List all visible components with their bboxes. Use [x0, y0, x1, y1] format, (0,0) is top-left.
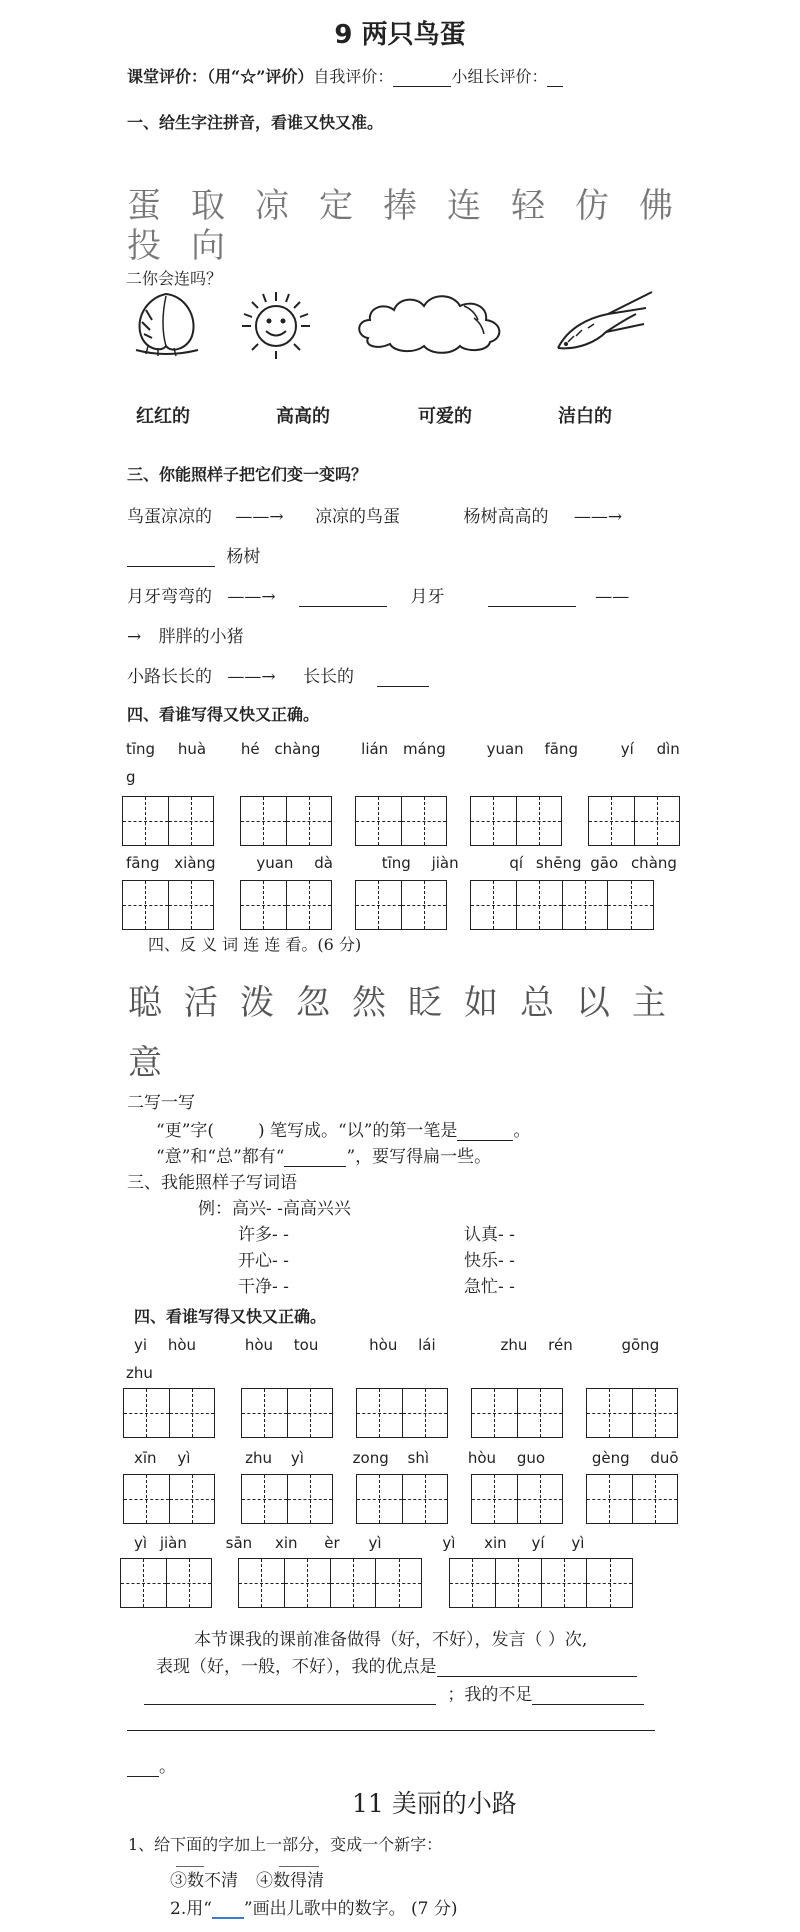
self-eval-blank[interactable] — [393, 68, 451, 87]
writing-grid[interactable] — [122, 880, 214, 930]
writing-grid[interactable] — [586, 1388, 678, 1438]
writing-grid[interactable] — [470, 880, 654, 930]
writing-grid[interactable] — [123, 1474, 215, 1524]
section5-chars-row1: 聪 活 泼 忽 然 眨 如 总 以 主 — [128, 983, 666, 1023]
answer-blank[interactable] — [284, 1148, 346, 1167]
section6-heading: 二写一写 — [127, 1093, 195, 1113]
section2-heading: 二你会连吗？ — [126, 269, 223, 288]
page-title: 9 两只鸟蛋 — [334, 20, 466, 50]
lesson11-title: 11 美丽的小路 — [352, 1789, 517, 1818]
group-eval-label: 小组长评价： — [451, 67, 548, 86]
section7-heading: 三、我能照样子写词语 — [127, 1173, 297, 1193]
word-left-3: 干净- - — [238, 1277, 289, 1297]
peach-icon — [128, 286, 204, 358]
group-eval-blank[interactable] — [547, 68, 563, 87]
word-left-1: 许多- - — [238, 1225, 289, 1245]
answer-blank[interactable] — [212, 1899, 244, 1919]
writing-grid[interactable] — [241, 1474, 333, 1524]
writing-grid[interactable] — [470, 796, 562, 846]
writing-grid[interactable] — [238, 1558, 422, 1608]
writing-grid[interactable] — [588, 796, 680, 846]
cloud-icon — [354, 290, 514, 358]
section1-chars-row2: 投 向 — [127, 226, 225, 266]
section8-heading: 四、看谁写得又快又正确。 — [134, 1307, 327, 1326]
answer-blank[interactable] — [144, 1686, 436, 1705]
reflection-line-1: 本节课我的课前准备做得（好，不好），发言（ ）次, — [194, 1630, 588, 1650]
picture-label-3: 可爱的 — [418, 406, 472, 427]
reflection-blank-line[interactable] — [127, 1730, 655, 1731]
answer-blank[interactable] — [377, 668, 429, 687]
picture-label-4: 洁白的 — [558, 406, 612, 427]
writing-grid[interactable] — [356, 1474, 448, 1524]
writing-grid[interactable] — [471, 1388, 563, 1438]
picture-label-1: 红红的 — [136, 406, 190, 427]
pinyin-row-5: yì jiàn sān xin èr yì yì xin yí yì — [134, 1534, 585, 1552]
transform-row-3: 月牙弯弯的 ——→ 月牙 —— — [127, 587, 630, 607]
writing-grid[interactable] — [241, 1388, 333, 1438]
section1-chars-row1: 蛋 取 凉 定 捧 连 轻 仿 佛 — [127, 186, 673, 226]
writing-grid[interactable] — [356, 1388, 448, 1438]
pinyin-row-3-wrap: zhu — [126, 1364, 153, 1382]
sun-icon — [236, 288, 316, 360]
pinyin-row-3: yi hòu hòu tou hòu lái zhu rén gōng — [134, 1336, 660, 1354]
writing-grid[interactable] — [123, 1388, 215, 1438]
answer-blank[interactable] — [532, 1686, 644, 1705]
word-left-2: 开心- - — [238, 1251, 289, 1271]
lesson11-q2: 2.用“ ”画出儿歌中的数字。 (7 分) — [170, 1899, 458, 1919]
writing-grid[interactable] — [471, 1474, 563, 1524]
writing-grid[interactable] — [449, 1558, 633, 1608]
word-right-2: 快乐- - — [464, 1251, 515, 1271]
transform-row-5: 小路长长的 ——→ 长长的 — [127, 662, 429, 687]
pinyin-row-4: xīn yì zhu yì zong shì hòu guo gèng duō — [134, 1449, 679, 1467]
lesson11-options: ③数不清 ④数得清 — [170, 1871, 324, 1891]
evaluation-label: 课堂评价：（用“☆”评价） — [127, 67, 314, 86]
section4-heading: 四、看谁写得又快又正确。 — [127, 705, 320, 724]
reflection-line-3: ；我的不足 — [144, 1680, 644, 1705]
pinyin-row-2: fāng xiàng yuan dà tīng jiàn qí shēng gāo chàng — [126, 854, 677, 872]
transform-row-4: → 胖胖的小猪 — [127, 627, 244, 647]
reflection-line-2: 表现（好，一般，不好），我的优点是 — [156, 1652, 637, 1677]
section6-line-2: “意”和“总”都有“ ”，要写得扁一些。 — [156, 1147, 492, 1167]
section5-chars-row2: 意 — [128, 1043, 162, 1083]
reflection-line-4: 。 — [127, 1752, 176, 1777]
swallow-icon — [548, 288, 658, 358]
lesson11-q1: 1、给下面的字加上一部分，变成一个新字： — [128, 1835, 443, 1854]
answer-blank[interactable] — [127, 1758, 159, 1777]
answer-blank[interactable] — [127, 548, 215, 567]
evaluation-line — [127, 64, 563, 87]
word-right-1: 认真- - — [464, 1225, 515, 1245]
writing-grid[interactable] — [122, 796, 214, 846]
section7-example: 例：高兴- -高高兴兴 — [198, 1199, 351, 1219]
cropped-text — [170, 1852, 330, 1858]
section1-heading: 一、给生字注拼音，看谁又快又准。 — [127, 113, 384, 132]
word-right-3: 急忙- - — [464, 1277, 515, 1297]
pinyin-row-1-wrap: g — [126, 768, 136, 786]
answer-blank[interactable] — [457, 1122, 513, 1141]
transform-row-2: 杨树 — [127, 542, 260, 567]
writing-grid[interactable] — [355, 880, 447, 930]
writing-grid[interactable] — [586, 1474, 678, 1524]
section5-heading: 四、反 义 词 连 连 看。(6 分) — [148, 935, 362, 954]
section3-heading: 三、你能照样子把它们变一变吗？ — [127, 465, 368, 484]
answer-blank[interactable] — [299, 588, 387, 607]
answer-blank[interactable] — [488, 588, 576, 607]
writing-grid[interactable] — [355, 796, 447, 846]
self-eval-label: 自我评价： — [313, 67, 394, 86]
picture-label-2: 高高的 — [276, 406, 330, 427]
writing-grid[interactable] — [120, 1558, 212, 1608]
writing-grid[interactable] — [240, 880, 332, 930]
section6-line-1: “更”字( ) 笔写成。“以”的第一笔是 。 — [156, 1121, 531, 1141]
writing-grid[interactable] — [240, 796, 332, 846]
answer-blank[interactable] — [437, 1658, 637, 1677]
pinyin-row-1: tīng huà hé chàng lián máng yuan fāng yí dìn — [126, 740, 680, 758]
transform-row-1: 鸟蛋凉凉的 ——→ 凉凉的鸟蛋 杨树高高的 ——→ — [127, 507, 623, 527]
